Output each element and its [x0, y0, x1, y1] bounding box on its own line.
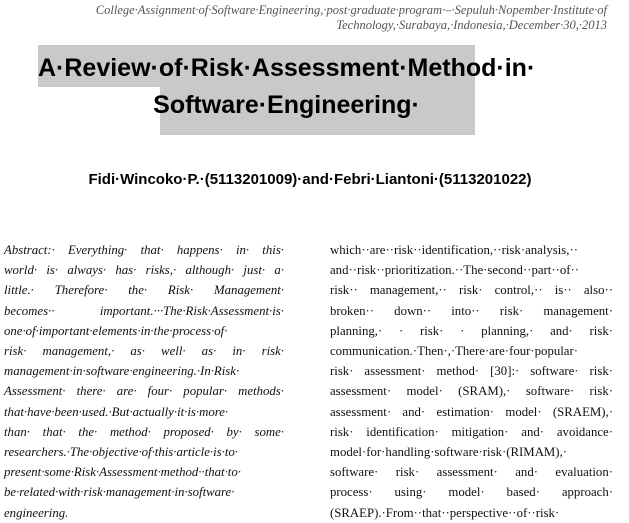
abstract-line: than· that· the· method· proposed· by· some·	[4, 424, 284, 439]
body-line: (SRAEP).·From··that··perspective··of··risk·	[330, 505, 560, 520]
abstract-line: management·in·software·engineering.·In·Risk·	[4, 364, 240, 379]
body-line: model·for·handling·software·risk·(RIMAM),·	[330, 445, 568, 460]
abstract-line: researchers.·The·objective·of·this·article·is·to·	[4, 445, 238, 460]
body-line: process· using· model· based· approach·	[330, 485, 613, 500]
header-line-1: College·Assignment·of·Software·Engineering,·post·graduate·program·–·Sepuluh·Nopember·Institute·of	[95, 3, 607, 17]
body-line: broken·· down·· into·· risk· management·	[330, 303, 613, 318]
abstract-line: becomes·· important.···The·Risk·Assessment·is·	[4, 303, 284, 318]
abstract-line: be·related·with·risk·management·in·software·	[4, 485, 235, 500]
page-header	[40, 3, 607, 33]
authors: Fidi·Wincoko·P.·(5113201009)·and·Febri·Liantoni·(5113201022)	[88, 171, 532, 188]
abstract-line: present·some·Risk·Assessment·method··that·to·	[4, 465, 241, 480]
paper-title: A·Review·of·Risk·Assessment·Method·in· Software·Engineering·	[38, 54, 536, 119]
body-line: communication.·Then·,·There·are·four·popular·	[330, 344, 578, 359]
body-line: assessment· model· (SRAM),· software· risk·	[330, 384, 613, 399]
title-highlight	[38, 45, 536, 135]
abstract-line: Assessment· there· are· four· popular· methods·	[4, 384, 284, 399]
body-line: software· risk· assessment· and· evaluation·	[330, 465, 613, 480]
body-right-column	[330, 240, 613, 523]
abstract-line: that·have·been·used.·But·actually·it·is·more·	[4, 404, 229, 419]
body-line: risk· assessment· method· [30]:· software· risk·	[330, 364, 613, 379]
abstract-line: one·of·important·elements·in·the·process·of·	[4, 323, 228, 338]
header-line-2: Technology,·Surabaya,·Indonesia,·December·30,·2013	[336, 18, 607, 32]
body-line: risk·· management,·· risk· control,·· is·· also··	[330, 283, 613, 298]
body-line: which··are··risk··identification,··risk·analysis,··	[330, 243, 579, 257]
abstract-line: little.· Therefore· the· Risk· Management·	[4, 283, 284, 298]
body-line: planning,· · risk· · planning,· and· risk·	[330, 323, 613, 338]
abstract-column	[4, 240, 284, 523]
abstract-line: engineering.	[4, 505, 69, 520]
abstract-line: Abstract:· Everything· that· happens· in· this·	[4, 243, 284, 257]
abstract-line: risk· management,· as· well· as· in· risk·	[4, 344, 284, 359]
body-line: risk· identification· mitigation· and· avoidance·	[330, 424, 613, 439]
body-line: and··risk··prioritization.··The·second··part··of··	[330, 263, 580, 278]
abstract-line: world· is· always· has· risks,· although· just· a·	[4, 263, 284, 278]
body-line: assessment· and· estimation· model· (SRAEM),·	[330, 404, 613, 419]
